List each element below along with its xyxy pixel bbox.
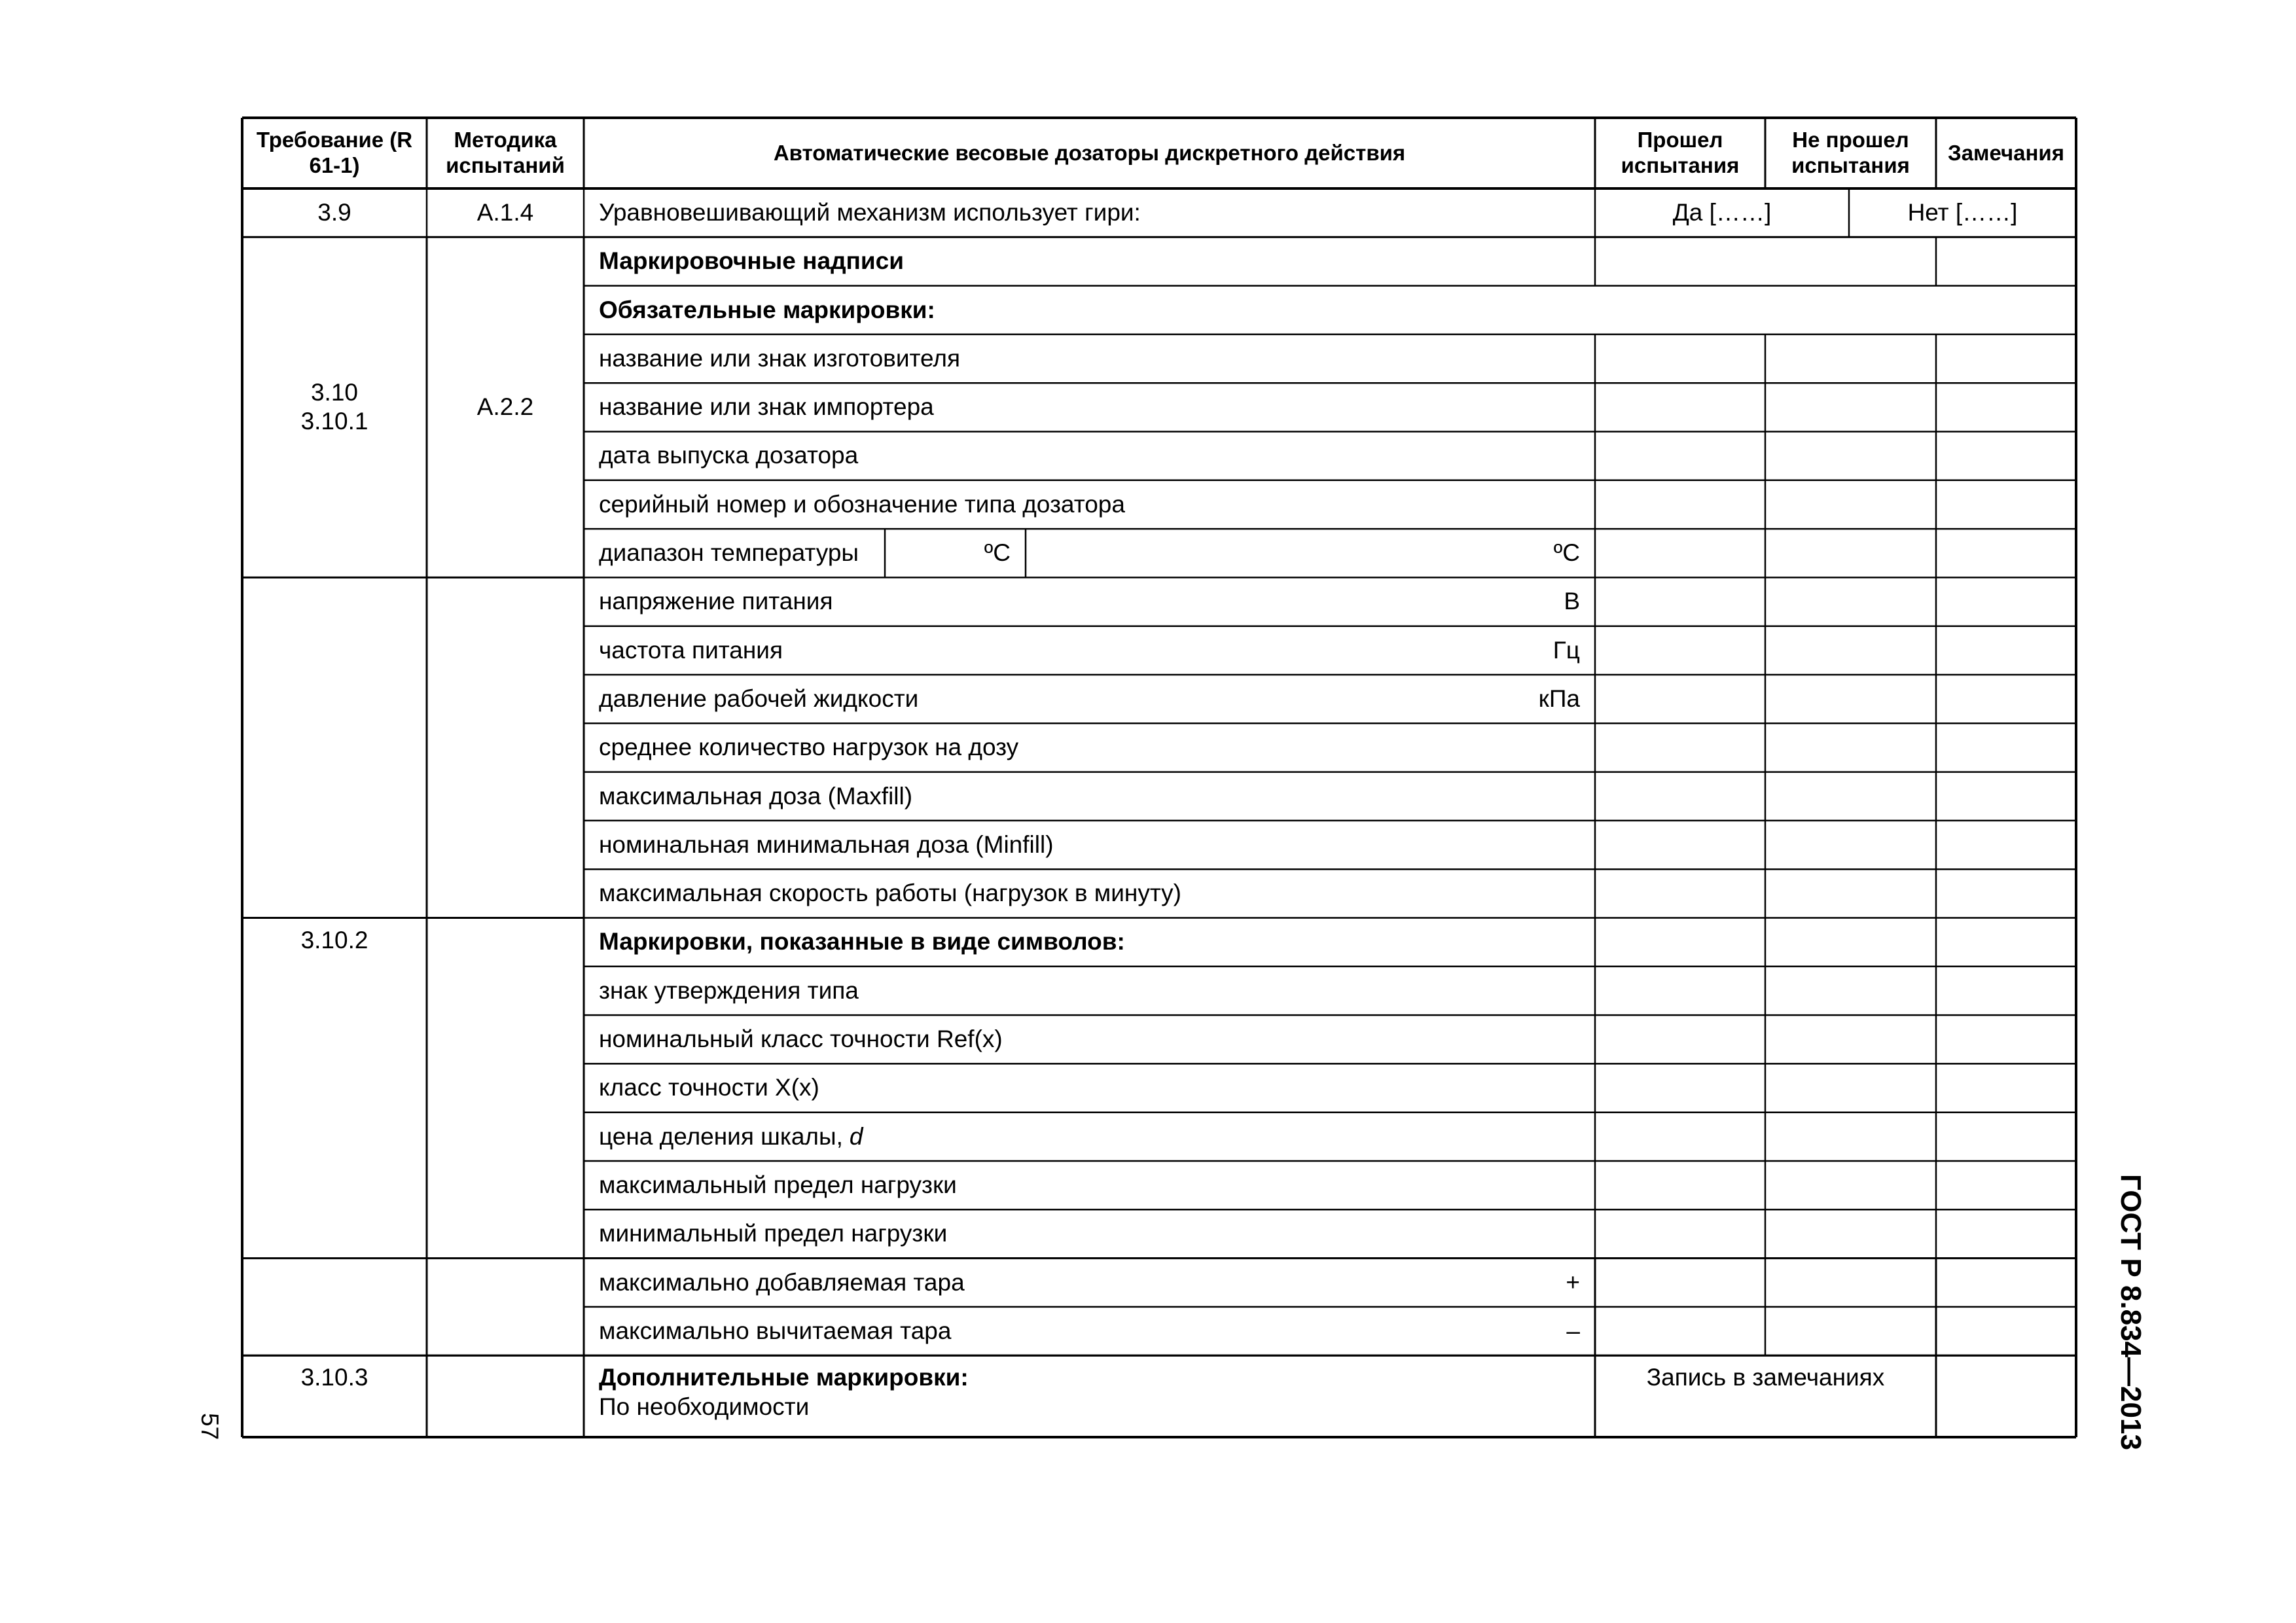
req-3-10-2: 3.10.2 — [300, 926, 368, 954]
row-importer: название или знак импортера — [599, 393, 934, 421]
header-title: Автоматические весовые дозаторы дискретного действия — [773, 140, 1406, 165]
row-max-capacity: максимальный предел нагрузки — [599, 1171, 957, 1198]
header-remarks: Замечания — [1948, 140, 2064, 165]
req-3-10-3: 3.10.3 — [300, 1364, 368, 1391]
row-pressure: давление рабочей жидкости — [599, 685, 919, 712]
row-mandatory-title: Обязательные маркировки: — [599, 296, 935, 323]
additional-markings-note: По необходимости — [599, 1393, 810, 1420]
row-additional-markings — [584, 1355, 1595, 1437]
row-ref-class: номинальный класс точности Ref(x) — [599, 1026, 1003, 1053]
row-max-speed: максимальная скорость работы (нагрузок в минуту) — [599, 880, 1182, 907]
standard-code: ГОСТ Р 8.834—2013 — [2115, 1174, 2147, 1450]
scale-division-label: цена деления шкалы, — [599, 1122, 843, 1150]
row-release-date: дата выпуска дозатора — [599, 442, 859, 469]
page-number: 57 — [196, 1413, 223, 1440]
unit-pressure: кПа — [1538, 685, 1580, 712]
answer-no: Нет [……] — [1907, 198, 2018, 226]
row-markings-title: Маркировочные надписи — [599, 247, 904, 275]
row-tare-add: максимально добавляемая тара — [599, 1268, 965, 1296]
unit-frequency: Гц — [1552, 636, 1580, 664]
sign-plus: + — [1566, 1268, 1580, 1296]
record-in-remarks: Запись в замечаниях — [1646, 1364, 1885, 1391]
row-frequency: частота питания — [599, 636, 783, 664]
row-min-capacity: минимальный предел нагрузки — [599, 1220, 948, 1247]
row-tare-sub: максимально вычитаемая тара — [599, 1317, 952, 1344]
row-maxfill: максимальная доза (Maxfill) — [599, 782, 913, 810]
sign-minus: – — [1566, 1317, 1580, 1344]
unit-voltage: В — [1564, 588, 1580, 615]
row-approval-sign: знак утверждения типа — [599, 976, 859, 1004]
row-serial: серийный номер и обозначение типа дозатора — [599, 490, 1125, 518]
row-symbols-title: Маркировки, показанные в виде символов: — [599, 928, 1125, 955]
answer-yes: Да [……] — [1672, 198, 1772, 226]
method-a-1-4: А.1.4 — [476, 198, 534, 226]
row-x-class: класс точности X(x) — [599, 1074, 819, 1101]
req-3-9: 3.9 — [317, 198, 351, 226]
header-passed: Прошел испытания — [1621, 128, 1740, 177]
row-temp-range: диапазон температуры — [599, 539, 859, 567]
scale-division-symbol: d — [849, 1122, 863, 1150]
unit-temp-min: ºС — [984, 539, 1011, 567]
row-manufacturer: название или знак изготовителя — [599, 344, 961, 372]
header-failed: Не прошел испытания — [1791, 128, 1910, 177]
method-a-2-2: А.2.2 — [476, 393, 534, 421]
row-minfill: номинальная минимальная доза (Minfill) — [599, 830, 1054, 858]
row-scale-division — [584, 1113, 1595, 1161]
additional-markings-title: Дополнительные маркировки: — [599, 1364, 969, 1391]
unit-temp-max: ºС — [1553, 539, 1580, 567]
row-voltage: напряжение питания — [599, 588, 833, 615]
header-requirement: Требование (R 61-1) — [256, 128, 413, 177]
row-balancing-weights: Уравновешивающий механизм использует гири: — [599, 198, 1141, 226]
header-method: Методика испытаний — [446, 128, 565, 177]
req-3-10: 3.10 3.10.1 — [300, 378, 368, 435]
row-avg-loads: среднее количество нагрузок на дозу — [599, 734, 1019, 761]
